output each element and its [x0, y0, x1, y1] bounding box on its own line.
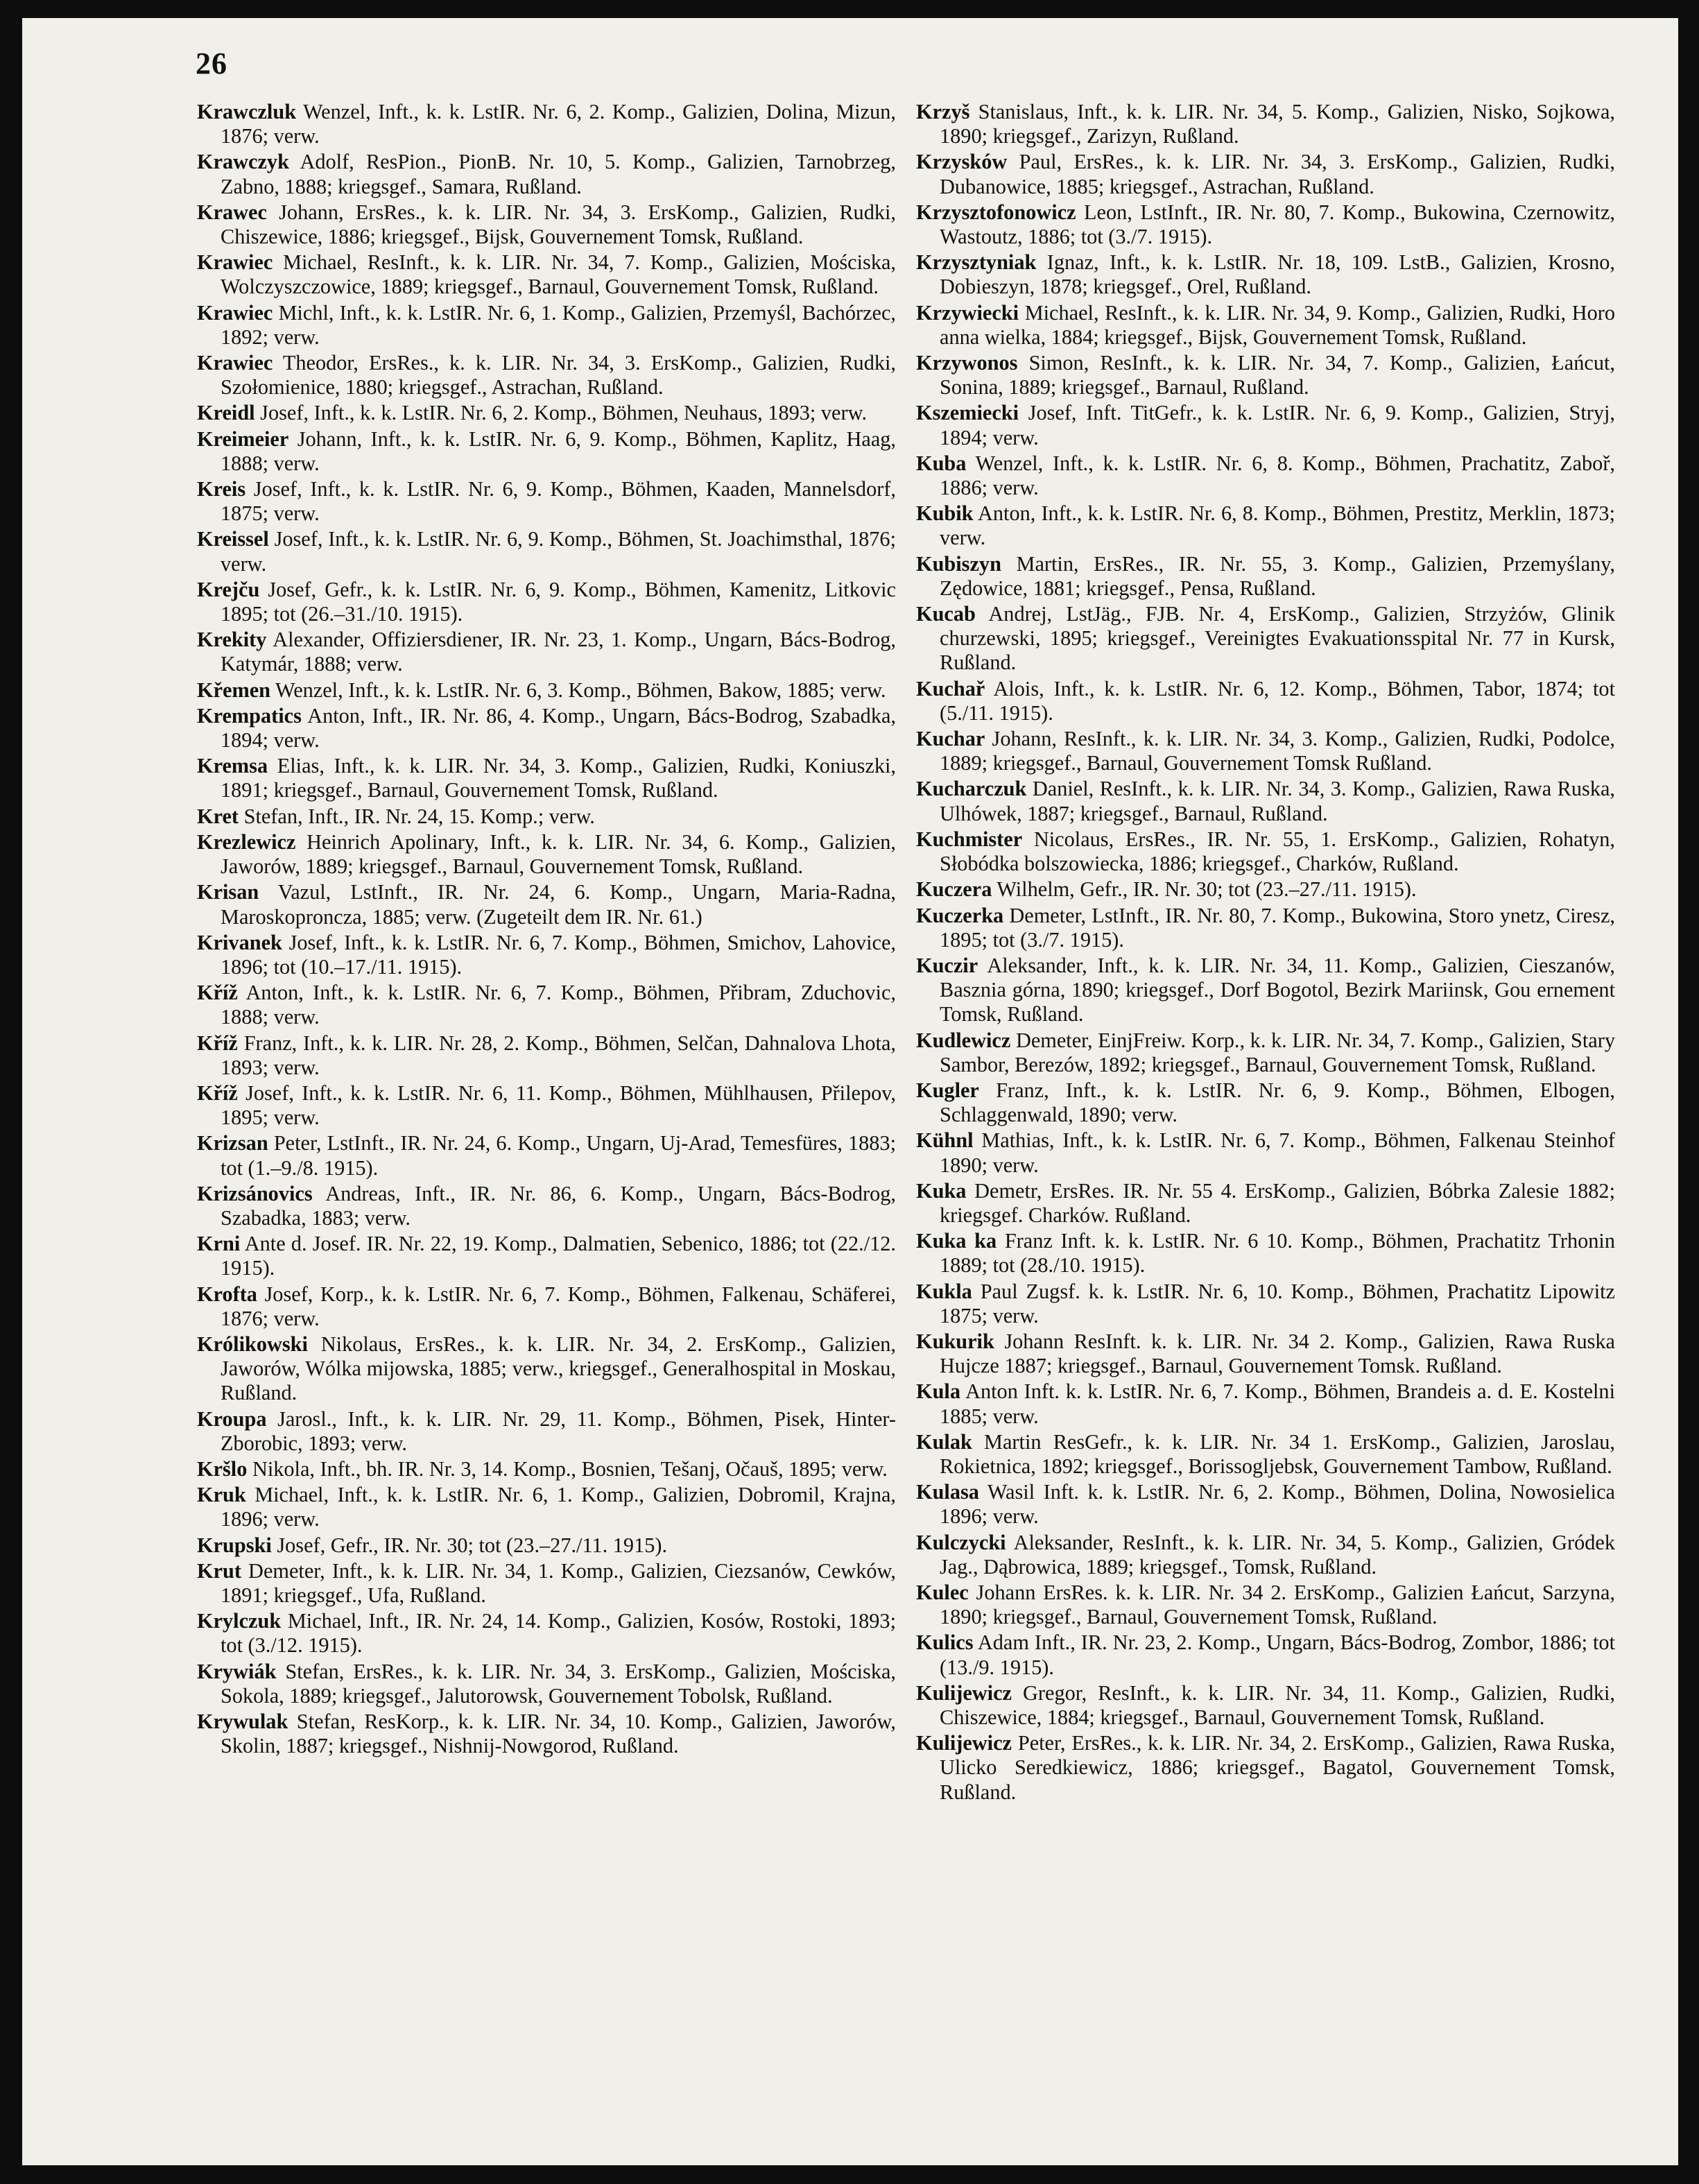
right-column	[916, 100, 1615, 1806]
entry-surname: Krawiec	[197, 250, 273, 275]
entry-details: Peter, ErsRes., k. k. LIR. Nr. 34, 2. ErsKomp., Galizien, Rawa Ruska, Ulicko Seredkiewicz, 1886; kriegsgef., Bagatol, Gouvernement Tomsk, Rußland.	[940, 1731, 1615, 1804]
entry-details: Adam Inft., IR. Nr. 23, 2. Komp., Ungarn, Bács-Bodrog, Zombor, 1886; tot (13./9. 1915).	[940, 1631, 1615, 1679]
entry-details: Stefan, Inft., IR. Nr. 24, 15. Komp.; verw.	[239, 804, 595, 828]
entry-surname: Krzywonos	[916, 351, 1018, 375]
entry-details: Martin, ErsRes., IR. Nr. 55, 3. Komp., Galizien, Przemyślany, Zędowice, 1881; kriegsgef., Pensa, Rußland.	[940, 551, 1615, 600]
casualty-entry	[197, 805, 896, 829]
entry-details: Josef, Inft., k. k. LstIR. Nr. 6, 2. Komp., Böhmen, Neuhaus, 1893; verw.	[255, 401, 868, 425]
entry-details: Elias, Inft., k. k. LIR. Nr. 34, 3. Komp., Galizien, Rudki, Koniuszki, 1891; kriegsgef., Barnaul, Gouvernement Tomsk, Rußland.	[221, 754, 896, 802]
entry-surname: Kugler	[916, 1078, 979, 1102]
casualty-entry	[197, 527, 896, 576]
casualty-entry	[916, 452, 1615, 500]
entry-details: Stefan, ErsRes., k. k. LIR. Nr. 34, 3. ErsKomp., Galizien, Mościska, Sokola, 1889; kriegsgef., Jalutorowsk, Gouvernement Tobolsk, Rußland.	[221, 1659, 896, 1708]
entry-details: Wenzel, Inft., k. k. LstIR. Nr. 6, 8. Komp., Böhmen, Prachatitz, Zaboř, 1886; verw.	[940, 451, 1615, 500]
entry-surname: Kuka ka	[916, 1229, 997, 1253]
entry-surname: Krupski	[197, 1533, 272, 1557]
entry-surname: Kremsa	[197, 754, 268, 778]
entry-details: Nikola, Inft., bh. IR. Nr. 3, 14. Komp., Bosnien, Tešanj, Očauš, 1895; verw.	[247, 1456, 888, 1481]
casualty-entry	[197, 1232, 896, 1280]
entry-details: Franz, Inft., k. k. LstIR. Nr. 6, 9. Komp., Böhmen, Elbogen, Schlaggenwald, 1890; verw.	[940, 1078, 1615, 1127]
entry-surname: Kršlo	[197, 1456, 248, 1481]
entry-surname: Kuczerka	[916, 903, 1004, 927]
entry-details: Josef, Inft., k. k. LstIR. Nr. 6, 9. Komp., Böhmen, St. Joachimsthal, 1876; verw.	[221, 527, 896, 576]
entry-surname: Kszemiecki	[916, 401, 1019, 425]
entry-surname: Krizsan	[197, 1131, 268, 1155]
entry-details: Michl, Inft., k. k. LstIR. Nr. 6, 1. Komp., Galizien, Przemyśl, Bachórzec, 1892; verw.	[221, 300, 896, 349]
casualty-entry	[197, 351, 896, 399]
entry-details: Andreas, Inft., IR. Nr. 86, 6. Komp., Ungarn, Bács-Bodrog, Szabadka, 1883; verw.	[221, 1181, 896, 1230]
casualty-entry	[916, 1581, 1615, 1629]
casualty-entry	[197, 830, 896, 879]
casualty-entry	[197, 1457, 896, 1481]
entry-details: Josef, Inft. TitGefr., k. k. LstIR. Nr. 6, 9. Komp., Galizien, Stryj, 1894; verw.	[940, 401, 1615, 449]
entry-surname: Kříž	[197, 981, 238, 1005]
entry-details: Michael, Inft., k. k. LstIR. Nr. 6, 1. Komp., Galizien, Dobromil, Krajna, 1896; verw.	[221, 1483, 896, 1531]
entry-details: Daniel, ResInft., k. k. LIR. Nr. 34, 3. Komp., Galizien, Rawa Ruska, Ulhówek, 1887; kriegsgef., Barnaul, Rußland.	[940, 777, 1615, 825]
casualty-entry	[916, 1330, 1615, 1378]
entry-surname: Krylczuk	[197, 1609, 282, 1633]
entry-surname: Krawiec	[197, 351, 273, 375]
entry-details: Aleksander, ResInft., k. k. LIR. Nr. 34, 5. Komp., Galizien, Gródek Jag., Dąbrowica, 1889; kriegsgef., Tomsk, Rußland.	[940, 1530, 1615, 1579]
casualty-entry	[197, 1533, 896, 1558]
entry-details: Wenzel, Inft., k. k. LstIR. Nr. 6, 2. Komp., Galizien, Dolina, Mizun, 1876; verw.	[221, 100, 896, 148]
casualty-entry	[916, 1179, 1615, 1228]
casualty-entry	[916, 1531, 1615, 1579]
entry-surname: Křemen	[197, 678, 270, 702]
left-column	[197, 100, 896, 1760]
casualty-entry	[916, 100, 1615, 148]
casualty-entry	[197, 678, 896, 703]
entry-surname: Kula	[916, 1379, 960, 1404]
casualty-entry	[197, 704, 896, 753]
entry-surname: Kuchmister	[916, 827, 1023, 851]
entry-details: Franz Inft. k. k. LstIR. Nr. 6 10. Komp., Böhmen, Prachatitz Trhonin 1889; tot (28./10. 1915).	[940, 1229, 1615, 1278]
casualty-entry	[197, 477, 896, 526]
casualty-entry	[916, 1731, 1615, 1805]
entry-details: Demetr, ErsRes. IR. Nr. 55 4. ErsKomp., Galizien, Bóbrka Zalesie 1882; kriegsgef. Charków. Rußland.	[940, 1178, 1615, 1227]
entry-surname: Kubik	[916, 501, 974, 526]
entry-details: Demeter, Inft., k. k. LIR. Nr. 34, 1. Komp., Galizien, Ciezsanów, Cewków, 1891; kriegsgef., Ufa, Rußland.	[221, 1558, 896, 1607]
entry-details: Anton Inft. k. k. LstIR. Nr. 6, 7. Komp., Böhmen, Brandeis a. d. E. Kostelni 1885; verw.	[940, 1379, 1615, 1428]
entry-surname: Kuchař	[916, 676, 985, 700]
casualty-entry	[916, 602, 1615, 676]
casualty-entry	[197, 1483, 896, 1531]
casualty-entry	[197, 200, 896, 249]
entry-details: Heinrich Apolinary, Inft., k. k. LIR. Nr. 34, 6. Komp., Galizien, Jaworów, 1889; kriegsgef., Barnaul, Gouvernement Tomsk, Rußland.	[221, 829, 896, 879]
entry-surname: Krawec	[197, 200, 267, 224]
entry-surname: Kuczera	[916, 877, 992, 902]
entry-surname: Kukurik	[916, 1329, 994, 1353]
casualty-entry	[197, 401, 896, 425]
page-number: 26	[196, 46, 227, 80]
casualty-entry	[197, 1081, 896, 1130]
entry-surname: Krivanek	[197, 930, 282, 954]
casualty-entry	[197, 880, 896, 929]
casualty-entry	[197, 301, 896, 350]
entry-surname: Krawczyk	[197, 150, 289, 174]
entry-surname: Krizsánovics	[197, 1181, 313, 1205]
entry-details: Wasil Inft. k. k. LstIR. Nr. 6, 2. Komp., Böhmen, Dolina, Nowosielica 1896; verw.	[940, 1480, 1615, 1529]
casualty-entry	[916, 501, 1615, 550]
casualty-entry	[916, 1078, 1615, 1127]
entry-surname: Kříž	[197, 1081, 238, 1105]
entry-details: Stefan, ResKorp., k. k. LIR. Nr. 34, 10. Komp., Galizien, Jaworów, Skolin, 1887; kriegsgef., Nishnij-Nowgorod, Rußland.	[221, 1710, 896, 1758]
casualty-entry	[916, 1280, 1615, 1328]
entry-surname: Kulijewicz	[916, 1680, 1012, 1705]
casualty-entry	[916, 301, 1615, 350]
entry-surname: Kroupa	[197, 1407, 267, 1431]
casualty-entry	[197, 981, 896, 1029]
entry-details: Mathias, Inft., k. k. LstIR. Nr. 6, 7. Komp., Böhmen, Falkenau Steinhof 1890; verw.	[940, 1128, 1615, 1177]
entry-details: Johann, ResInft., k. k. LIR. Nr. 34, 3. Komp., Galizien, Rudki, Podolce, 1889; kriegsgef., Barnaul, Gouvernement Tomsk Rußland.	[940, 727, 1615, 775]
entry-details: Josef, Korp., k. k. LstIR. Nr. 6, 7. Komp., Böhmen, Falkenau, Schäferei, 1876; verw.	[221, 1282, 896, 1330]
entry-surname: Kulijewicz	[916, 1731, 1012, 1755]
entry-surname: Kreissel	[197, 527, 269, 551]
casualty-entry	[916, 401, 1615, 449]
entry-surname: Krzyš	[916, 100, 970, 123]
entry-surname: Krawiec	[197, 300, 273, 325]
entry-surname: Kukla	[916, 1279, 972, 1303]
casualty-entry	[916, 351, 1615, 399]
casualty-entry	[916, 150, 1615, 198]
entry-details: Adolf, ResPion., PionB. Nr. 10, 5. Komp., Galizien, Tarnobrzeg, Zabno, 1888; kriegsgef., Samara, Rußland.	[221, 150, 896, 198]
entry-details: Johann ResInft. k. k. LIR. Nr. 34 2. Komp., Galizien, Rawa Ruska Hujcze 1887; kriegsgef., Barnaul, Gouvernement Tomsk. Rußland.	[940, 1329, 1615, 1378]
entry-details: Peter, LstInft., IR. Nr. 24, 6. Komp., Ungarn, Uj-Arad, Temesfüres, 1883; tot (1.–9./8. 1915).	[221, 1131, 896, 1180]
casualty-entry	[916, 954, 1615, 1027]
entry-surname: Krzywiecki	[916, 300, 1019, 325]
casualty-entry	[916, 1480, 1615, 1529]
casualty-entry	[197, 427, 896, 476]
entry-details: Wenzel, Inft., k. k. LstIR. Nr. 6, 3. Komp., Böhmen, Bakow, 1885; verw.	[270, 678, 886, 702]
entry-details: Johann, Inft., k. k. LstIR. Nr. 6, 9. Komp., Böhmen, Kaplitz, Haag, 1888; verw.	[221, 427, 896, 475]
entry-surname: Krawczluk	[197, 100, 297, 123]
entry-details: Josef, Inft., k. k. LstIR. Nr. 6, 7. Komp., Böhmen, Smichov, Lahovice, 1896; tot (10.–17./11. 1915).	[221, 930, 896, 979]
entry-details: Josef, Inft., k. k. LstIR. Nr. 6, 11. Komp., Böhmen, Mühlhausen, Přilepov, 1895; verw.	[221, 1081, 896, 1130]
casualty-entry	[197, 931, 896, 979]
entry-details: Ante d. Josef. IR. Nr. 22, 19. Komp., Dalmatien, Sebenico, 1886; tot (22./12. 1915).	[221, 1232, 896, 1280]
casualty-entry	[197, 578, 896, 626]
entry-details: Jarosl., Inft., k. k. LIR. Nr. 29, 11. Komp., Böhmen, Pisek, Hinter-Zborobic, 1893; verw.	[221, 1407, 896, 1455]
entry-surname: Kulak	[916, 1429, 972, 1454]
entry-details: Nikolaus, ErsRes., k. k. LIR. Nr. 34, 2. ErsKomp., Galizien, Jaworów, Wólka mijowska, 1885; verw., kriegsgef., Generalhospital in Moskau, Rußland.	[221, 1332, 896, 1405]
casualty-entry	[916, 677, 1615, 725]
casualty-entry	[197, 1407, 896, 1456]
entry-surname: Krempatics	[197, 703, 302, 728]
entry-details: Michael, ResInft., k. k. LIR. Nr. 34, 7. Komp., Galizien, Mościska, Wolczyszczowice, 1889; kriegsgef., Barnaul, Gouvernement Tomsk, Rußland.	[221, 250, 896, 299]
entry-surname: Krywulak	[197, 1710, 288, 1733]
entry-surname: Krezlewicz	[197, 829, 296, 854]
entry-surname: Kulics	[916, 1631, 974, 1655]
document-page	[22, 18, 1678, 2165]
entry-surname: Krut	[197, 1558, 241, 1583]
casualty-entry	[916, 1029, 1615, 1077]
casualty-entry	[916, 727, 1615, 775]
entry-surname: Krzysztyniak	[916, 250, 1037, 275]
casualty-entry	[916, 552, 1615, 601]
entry-surname: Krekity	[197, 628, 267, 652]
entry-details: Anton, Inft., IR. Nr. 86, 4. Komp., Ungarn, Bács-Bodrog, Szabadka, 1894; verw.	[221, 703, 896, 753]
entry-details: Aleksander, Inft., k. k. LIR. Nr. 34, 11. Komp., Galizien, Cieszanów, Basznia górna, 1890; kriegsgef., Dorf Bogotol, Bezirk Mariinsk, Gou ernement Tomsk, Rußland.	[940, 953, 1615, 1026]
casualty-entry	[197, 754, 896, 802]
entry-surname: Kruk	[197, 1483, 246, 1507]
casualty-entry	[916, 1229, 1615, 1278]
entry-surname: Kuczir	[916, 953, 978, 977]
entry-surname: Kudlewicz	[916, 1028, 1011, 1052]
casualty-entry	[197, 1332, 896, 1406]
casualty-entry	[916, 1681, 1615, 1730]
entry-surname: Kubiszyn	[916, 551, 1001, 576]
entry-surname: Kříž	[197, 1031, 238, 1055]
casualty-entry	[916, 1128, 1615, 1177]
entry-details: Andrej, LstJäg., FJB. Nr. 4, ErsKomp., Galizien, Strzyżów, Glinik churzewski, 1895; kriegsgef., Vereinigtes Evakuationsspital Nr. 77 in Kursk, Rußland.	[940, 602, 1615, 675]
casualty-entry	[197, 100, 896, 148]
entry-details: Paul, ErsRes., k. k. LIR. Nr. 34, 3. ErsKomp., Galizien, Rudki, Dubanowice, 1885; kriegsgef., Astrachan, Rußland.	[940, 150, 1615, 198]
casualty-entry	[197, 150, 896, 198]
casualty-entry	[197, 1031, 896, 1080]
entry-details: Johann ErsRes. k. k. LIR. Nr. 34 2. ErsKomp., Galizien Łańcut, Sarzyna, 1890; kriegsgef., Barnaul, Gouvernement Tomsk, Rußland.	[940, 1580, 1615, 1629]
casualty-entry	[197, 1182, 896, 1230]
entry-details: Vazul, LstInft., IR. Nr. 24, 6. Komp., Ungarn, Maria-Radna, Maroskoproncza, 1885; verw. (Zugeteilt dem IR. Nr. 61.)	[221, 880, 896, 929]
entry-surname: Krywiák	[197, 1659, 277, 1683]
entry-surname: Kret	[197, 804, 239, 828]
casualty-entry	[916, 827, 1615, 876]
entry-surname: Krejču	[197, 577, 260, 601]
casualty-entry	[916, 200, 1615, 249]
entry-surname: Kuchar	[916, 727, 985, 751]
entry-surname: Krisan	[197, 880, 259, 904]
entry-details: Michael, Inft., IR. Nr. 24, 14. Komp., Galizien, Kosów, Rostoki, 1893; tot (3./12. 1915).	[221, 1609, 896, 1658]
entry-surname: Krofta	[197, 1282, 257, 1306]
entry-surname: Kreidl	[197, 401, 255, 425]
entry-details: Stanislaus, Inft., k. k. LIR. Nr. 34, 5. Komp., Galizien, Nisko, Sojkowa, 1890; kriegsgef., Zarizyn, Rußland.	[940, 100, 1615, 148]
entry-details: Alois, Inft., k. k. LstIR. Nr. 6, 12. Komp., Böhmen, Tabor, 1874; tot (5./11. 1915).	[940, 676, 1615, 725]
casualty-entry	[197, 250, 896, 299]
casualty-entry	[916, 250, 1615, 299]
entry-details: Josef, Gefr., IR. Nr. 30; tot (23.–27./11. 1915).	[271, 1533, 668, 1557]
entry-details: Theodor, ErsRes., k. k. LIR. Nr. 34, 3. ErsKomp., Galizien, Rudki, Szołomienice, 1880; kriegsgef., Astrachan, Rußland.	[221, 351, 896, 399]
entry-surname: Krni	[197, 1232, 241, 1256]
entry-surname: Kühnl	[916, 1128, 974, 1153]
casualty-entry	[197, 1660, 896, 1708]
casualty-entry	[916, 904, 1615, 952]
entry-details: Demeter, EinjFreiw. Korp., k. k. LIR. Nr. 34, 7. Komp., Galizien, Stary Sambor, Berezów, 1892; kriegsgef., Barnaul, Gouvernement Tomsk, Rußland.	[940, 1028, 1615, 1076]
entry-details: Franz, Inft., k. k. LIR. Nr. 28, 2. Komp., Böhmen, Selčan, Dahnalova Lhota, 1893; verw.	[221, 1031, 896, 1079]
entry-surname: Krzysków	[916, 150, 1008, 174]
entry-details: Simon, ResInft., k. k. LIR. Nr. 34, 7. Komp., Galizien, Łańcut, Sonina, 1889; kriegsgef., Barnaul, Rußland.	[940, 351, 1615, 399]
entry-surname: Kuba	[916, 451, 967, 475]
entry-surname: Królikowski	[197, 1332, 308, 1356]
entry-details: Nicolaus, ErsRes., IR. Nr. 55, 1. ErsKomp., Galizien, Rohatyn, Słobódka bolszowiecka, 1886; kriegsgef., Charków, Rußland.	[940, 827, 1615, 876]
entry-surname: Kuka	[916, 1178, 967, 1203]
entry-surname: Kulec	[916, 1580, 969, 1604]
casualty-entry	[916, 1430, 1615, 1479]
casualty-entry	[197, 1609, 896, 1658]
entry-details: Alexander, Offiziersdiener, IR. Nr. 23, 1. Komp., Ungarn, Bács-Bodrog, Katymár, 1888; verw.	[221, 628, 896, 676]
casualty-entry	[197, 628, 896, 676]
entry-details: Paul Zugsf. k. k. LstIR. Nr. 6, 10. Komp., Böhmen, Prachatitz Lipowitz 1875; verw.	[940, 1279, 1615, 1327]
entry-details: Wilhelm, Gefr., IR. Nr. 30; tot (23.–27./11. 1915).	[992, 877, 1417, 902]
casualty-entry	[197, 1559, 896, 1608]
entry-details: Gregor, ResInft., k. k. LIR. Nr. 34, 11. Komp., Galizien, Rudki, Chiszewice, 1884; kriegsgef., Barnaul, Gouvernement Tomsk, Rußland.	[940, 1680, 1615, 1729]
entry-surname: Kreis	[197, 477, 246, 501]
entry-details: Anton, Inft., k. k. LstIR. Nr. 6, 7. Komp., Böhmen, Přibram, Zduchovic, 1888; verw.	[221, 981, 896, 1029]
casualty-entry	[916, 777, 1615, 825]
entry-details: Martin ResGefr., k. k. LIR. Nr. 34 1. ErsKomp., Galizien, Jaroslau, Rokietnica, 1892; kriegsgef., Borissogljebsk, Gouvernement Tambow, Rußland.	[940, 1429, 1615, 1478]
entry-details: Michael, ResInft., k. k. LIR. Nr. 34, 9. Komp., Galizien, Rudki, Horo anna wielka, 1884; kriegsgef., Bijsk, Gouvernement Tomsk, Rußland.	[940, 300, 1615, 349]
entry-surname: Kulasa	[916, 1480, 979, 1504]
entry-details: Leon, LstInft., IR. Nr. 80, 7. Komp., Bukowina, Czernowitz, Wastoutz, 1886; tot (3./7. 1915).	[940, 200, 1615, 249]
entry-surname: Kucharczuk	[916, 777, 1027, 801]
entry-surname: Kulczycki	[916, 1530, 1006, 1554]
entry-surname: Kreimeier	[197, 427, 289, 451]
casualty-entry	[916, 1379, 1615, 1428]
casualty-entry	[197, 1710, 896, 1758]
entry-details: Josef, Inft., k. k. LstIR. Nr. 6, 9. Komp., Böhmen, Kaaden, Mannelsdorf, 1875; verw.	[221, 477, 896, 526]
entry-details: Josef, Gefr., k. k. LstIR. Nr. 6, 9. Komp., Böhmen, Kamenitz, Litkovic 1895; tot (26.–31./10. 1915).	[221, 577, 896, 626]
entry-details: Johann, ErsRes., k. k. LIR. Nr. 34, 3. ErsKomp., Galizien, Rudki, Chiszewice, 1886; kriegsgef., Bijsk, Gouvernement Tomsk, Rußland.	[221, 200, 896, 249]
casualty-entry	[916, 877, 1615, 902]
casualty-entry	[197, 1282, 896, 1331]
casualty-entry	[916, 1631, 1615, 1679]
entry-surname: Krzysztofonowicz	[916, 200, 1076, 224]
casualty-entry	[197, 1131, 896, 1180]
entry-details: Anton, Inft., k. k. LstIR. Nr. 6, 8. Komp., Böhmen, Prestitz, Merklin, 1873; verw.	[940, 501, 1615, 550]
entry-surname: Kucab	[916, 602, 976, 626]
entry-details: Ignaz, Inft., k. k. LstIR. Nr. 18, 109. LstB., Galizien, Krosno, Dobieszyn, 1878; kriegsgef., Orel, Rußland.	[940, 250, 1615, 299]
entry-details: Demeter, LstInft., IR. Nr. 80, 7. Komp., Bukowina, Storo ynetz, Ciresz, 1895; tot (3./7. 1915).	[940, 903, 1615, 952]
